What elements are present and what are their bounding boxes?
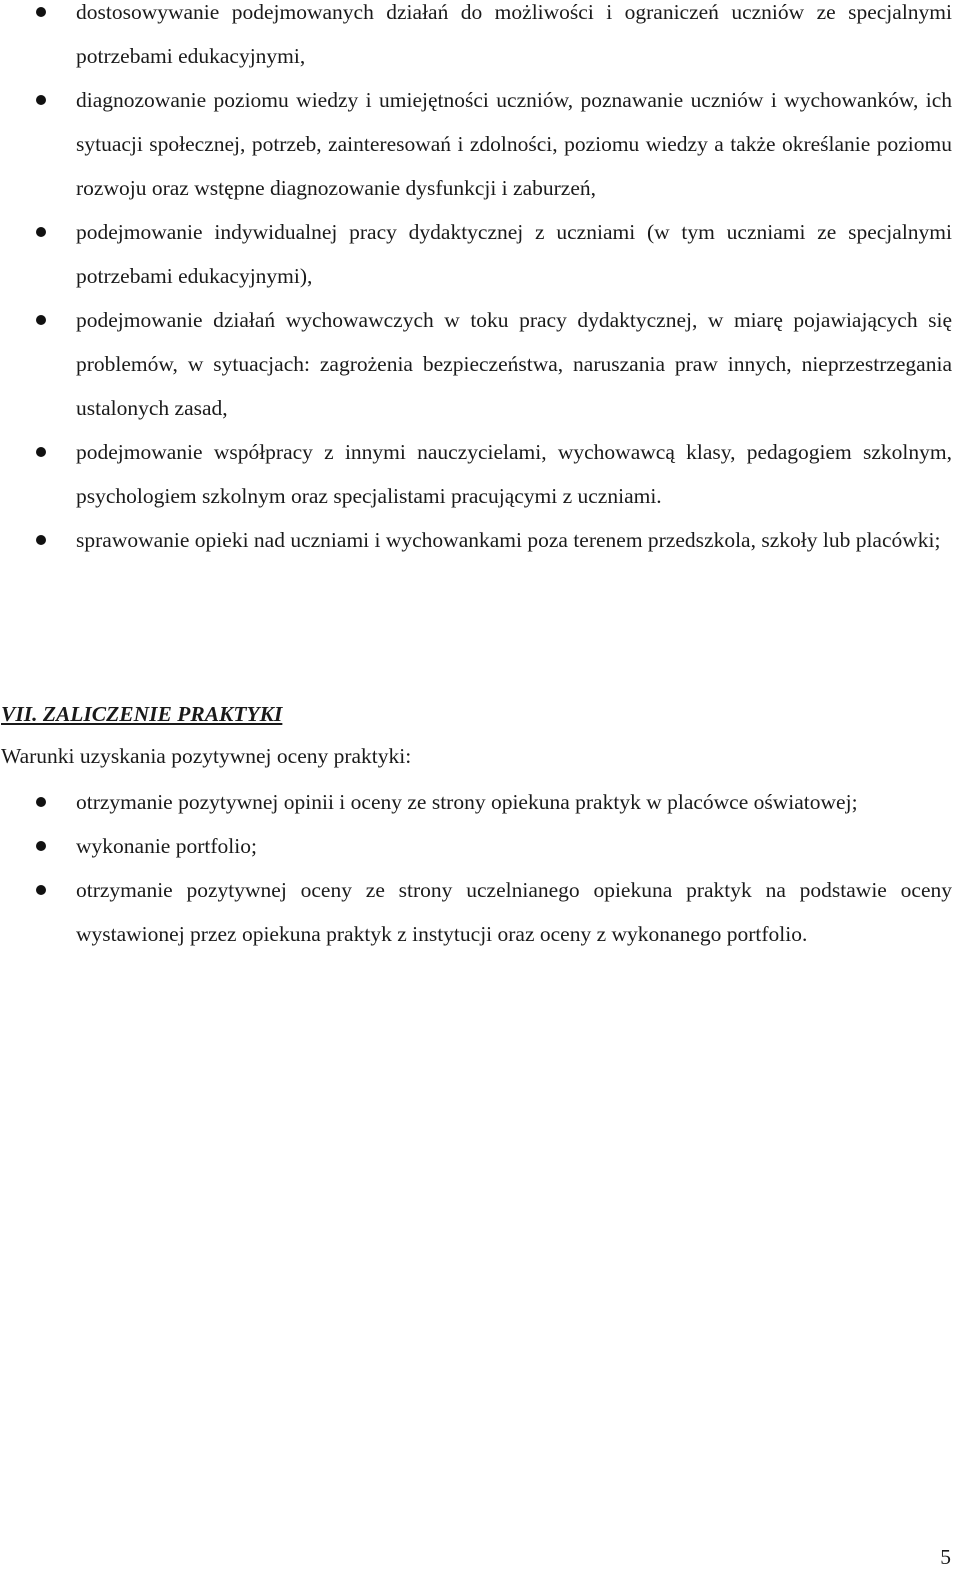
list-item-text: podejmowanie współpracy z innymi nauczycielami, wychowawcą klasy, pedagogiem szkolnym, psychologiem szkolnym oraz specjalistami pracującymi z uczniami. [76,440,952,508]
list-item [0,78,960,210]
bullet-icon [36,95,46,105]
list-item [0,518,960,562]
list-item [0,430,960,518]
bullet-icon [36,841,46,851]
list-item [0,868,960,956]
list-item-text: otrzymanie pozytywnej oceny ze strony uczelnianego opiekuna praktyk na podstawie oceny wystawionej przez opiekuna praktyk z instytucji oraz oceny z wykonanego portfolio. [76,878,952,946]
list-item-text: podejmowanie indywidualnej pracy dydaktycznej z uczniami (w tym uczniami ze specjalnymi potrzebami edukacyjnymi), [76,220,952,288]
bullet-icon [36,315,46,325]
bullet-icon [36,227,46,237]
list-item [0,0,960,78]
page-number: 5 [940,1545,951,1569]
section-heading: VII. ZALICZENIE PRAKTYKI [1,702,283,726]
list-item-text: wykonanie portfolio; [76,834,257,858]
list-item [0,824,960,868]
bullet-icon [36,535,46,545]
list-item [0,780,960,824]
section-intro: Warunki uzyskania pozytywnej oceny praktyki: [1,744,412,768]
bullet-icon [36,885,46,895]
completion-conditions-list [0,780,960,956]
list-item-text: podejmowanie działań wychowawczych w toku pracy dydaktycznej, w miarę pojawiających się problemów, w sytuacjach: zagrożenia bezpieczeństwa, naruszania praw innych, nieprzestrzegania ustalonych zasad, [76,308,952,420]
list-item-text: dostosowywanie podejmowanych działań do możliwości i ograniczeń uczniów ze specjalnymi potrzebami edukacyjnymi, [76,0,952,68]
bullet-icon [36,797,46,807]
list-item [0,210,960,298]
list-item [0,298,960,430]
list-item-text: diagnozowanie poziomu wiedzy i umiejętności uczniów, poznawanie uczniów i wychowanków, ich sytuacji społecznej, potrzeb, zainteresowań i zdolności, poziomu wiedzy a także określanie poziomu rozwoju oraz wstępne diagnozowanie dysfunkcji i zaburzeń, [76,88,952,200]
bullet-icon [36,7,46,17]
list-item-text: sprawowanie opieki nad uczniami i wychowankami poza terenem przedszkola, szkoły lub placówki; [76,528,941,552]
practice-tasks-list [0,0,960,562]
list-item-text: otrzymanie pozytywnej opinii i oceny ze strony opiekuna praktyk w placówce oświatowej; [76,790,858,814]
bullet-icon [36,447,46,457]
